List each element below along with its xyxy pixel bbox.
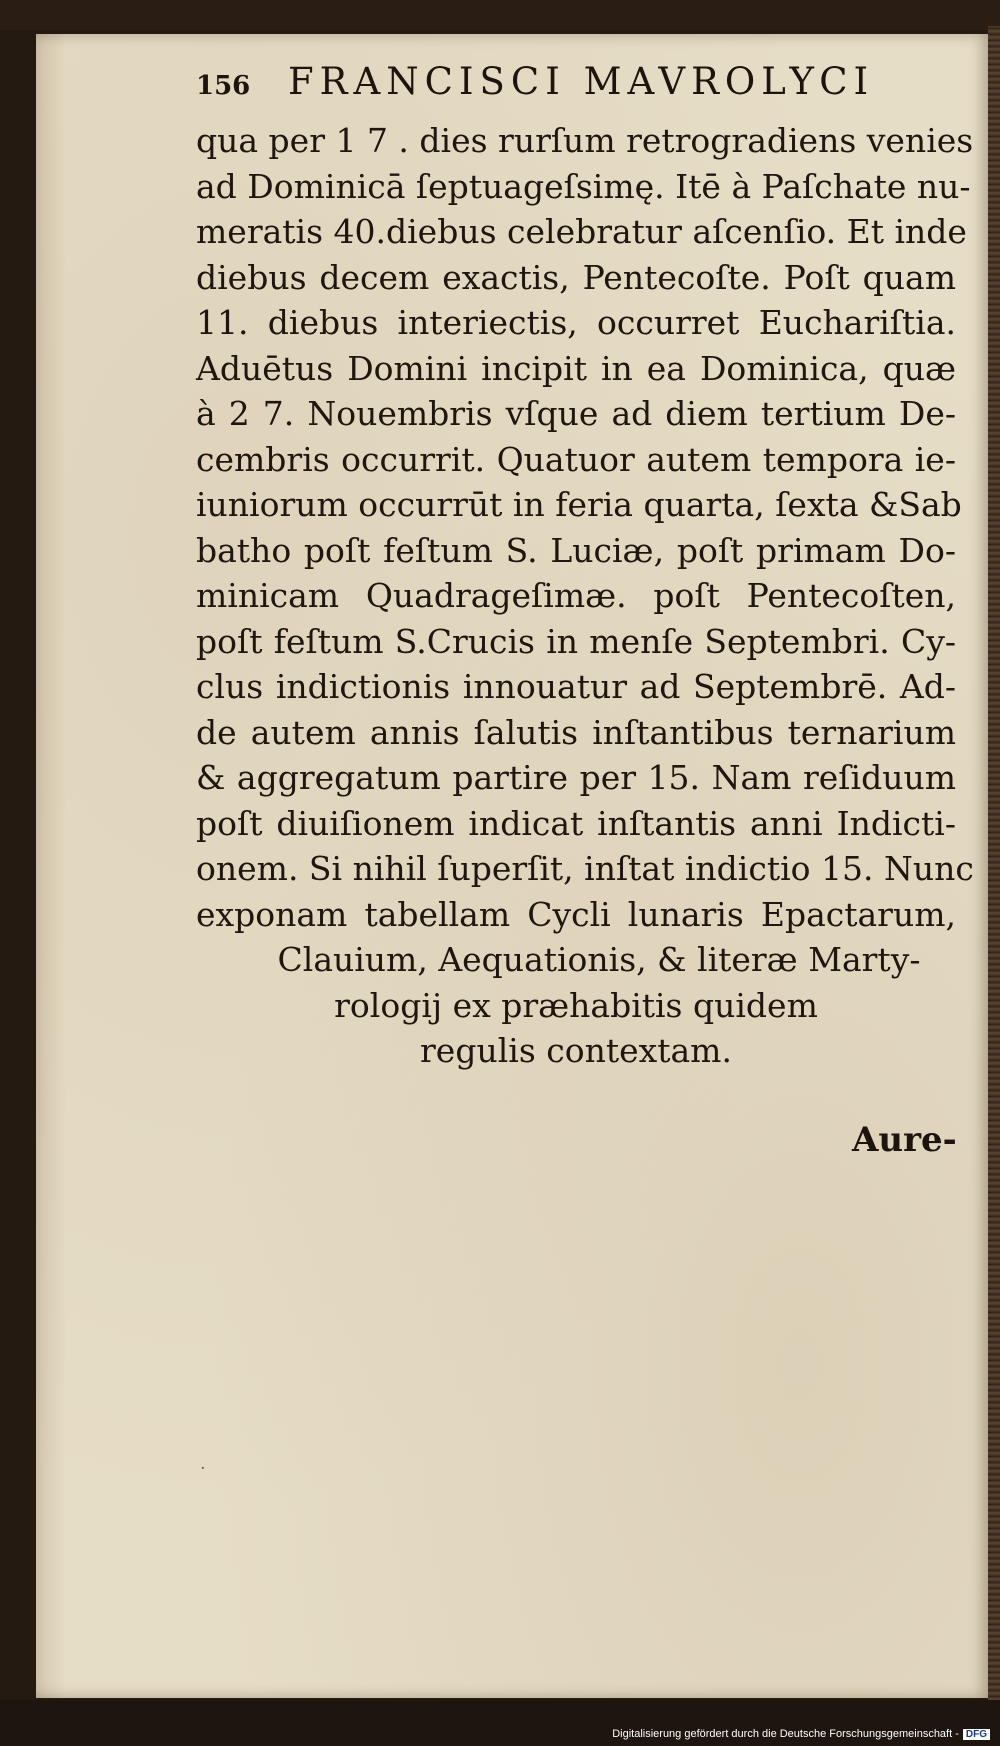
text-line: minicam Quadrageſimæ. poſt Pentecoſten, xyxy=(196,576,956,615)
digitization-credit xyxy=(612,1728,990,1740)
text-line-centered: regulis contextam. xyxy=(420,1031,732,1070)
text-line: qua per 1 7 . dies rurſum retrogradiens venies xyxy=(196,121,974,160)
text-line: de autem annis ſalutis inſtantibus ternarium xyxy=(196,712,956,752)
text-line: & aggregatum partire per 15. Nam reſiduum xyxy=(196,758,956,797)
running-head xyxy=(196,60,874,103)
page-edge xyxy=(988,26,1000,1702)
text-line: Aduētus Domini incipit in ea Dominica, quæ xyxy=(196,348,956,388)
text-line: clus indictionis innouatur ad Septembrē. Ad- xyxy=(196,667,956,706)
text-line-centered: Clauium, Aequationis, & literæ Marty- xyxy=(277,940,921,979)
text-line: poſt feſtum S.Crucis in menſe Septembri. Cy- xyxy=(196,621,956,661)
text-line: meratis 40.diebus celebratur aſcenſio. Et inde xyxy=(196,212,967,251)
page-number: 156 xyxy=(196,71,251,101)
paper-speck: · xyxy=(200,1458,206,1479)
dfg-logo: DFG xyxy=(963,1729,990,1740)
text-line: batho poſt feſtum S. Luciæ, poſt primam Do- xyxy=(196,530,956,570)
running-title: FRANCISCI MAVROLYCI xyxy=(288,60,875,103)
credit-text: Digitalisierung gefördert durch die Deutsche Forschungsgemeinschaft - xyxy=(612,1728,959,1740)
text-line: exponam tabellam Cycli lunaris Epactarum, xyxy=(196,894,956,934)
text-line: à 2 7. Nouembris vſque ad diem tertium De- xyxy=(196,394,956,433)
text-line: cembris occurrit. Quatuor autem tempora ie- xyxy=(196,439,956,479)
text-line: poſt diuiſionem indicat inſtantis anni Indicti- xyxy=(196,803,956,843)
text-line: onem. Si nihil ſuperſit, inſtat indictio 15. Nunc xyxy=(196,849,974,888)
scan-border-top xyxy=(0,0,1000,30)
text-line-centered: rologij ex præhabitis quidem xyxy=(334,985,818,1025)
catchword: Aure- xyxy=(852,1120,957,1160)
text-line: 11. diebus interiectis, occurret Euchariſtia. xyxy=(196,303,956,342)
text-line: ad Dominicā ſeptuageſsimę. Itē à Paſchate nu- xyxy=(196,166,971,206)
text-line: iuniorum occurrūt in feria quarta, ſexta &Sab xyxy=(196,485,962,524)
text-line: diebus decem exactis, Pentecoſte. Poſt quam xyxy=(196,257,956,297)
body-text xyxy=(196,118,974,1074)
